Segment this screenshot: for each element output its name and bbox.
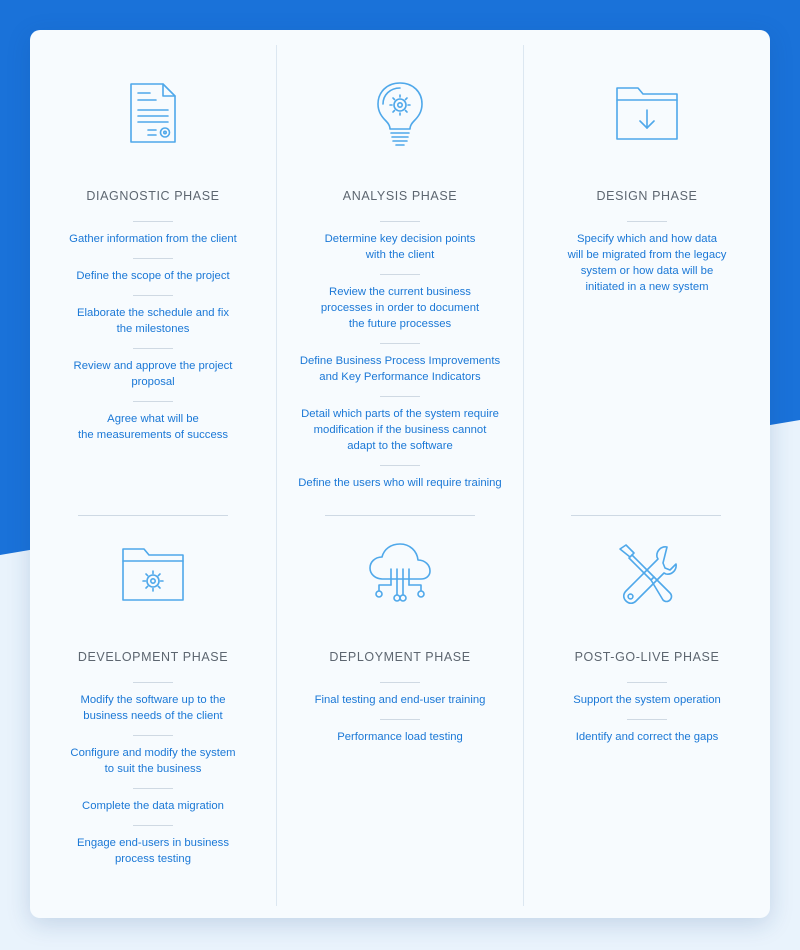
list-item: Detail which parts of the system require modification if the business cannot adapt to the software xyxy=(301,408,499,452)
lightbulb-gear-icon xyxy=(365,78,435,148)
phase-item-list xyxy=(277,222,523,491)
phase-analysis xyxy=(277,78,523,491)
list-item: Specify which and how data will be migrated from the legacy system or how data will be initiated in a new system xyxy=(567,233,727,293)
phase-item-list xyxy=(30,683,276,867)
list-item: Determine key decision points with the client xyxy=(324,233,476,261)
list-item: Elaborate the schedule and fix the milestones xyxy=(77,307,229,335)
phase-item-list xyxy=(277,683,523,745)
list-item: Support the system operation xyxy=(573,694,721,706)
list-item: Modify the software up to the business needs of the client xyxy=(80,694,226,722)
phase-title: POST-GO-LIVE PHASE xyxy=(574,650,720,664)
list-item: Define the users who will require training xyxy=(298,477,502,489)
list-item: Final testing and end-user training xyxy=(314,694,486,706)
list-item: Performance load testing xyxy=(337,731,463,743)
row-divider xyxy=(571,515,721,516)
phase-diagnostic xyxy=(30,78,276,443)
list-item: Identify and correct the gaps xyxy=(575,731,719,743)
list-item: Complete the data migration xyxy=(82,800,224,812)
phases-card xyxy=(30,30,770,918)
phase-item-list xyxy=(524,683,770,745)
list-item: Review the current business processes in order to document the future processes xyxy=(320,286,480,330)
phase-title: ANALYSIS PHASE xyxy=(342,189,458,203)
phase-item-list xyxy=(524,222,770,295)
phase-post-go-live xyxy=(524,539,770,745)
list-item: Agree what will be the measurements of success xyxy=(77,413,229,441)
row-divider xyxy=(78,515,228,516)
phase-title: DEPLOYMENT PHASE xyxy=(329,650,471,664)
phase-title: DESIGN PHASE xyxy=(596,189,698,203)
phase-item-list xyxy=(30,222,276,443)
list-item: Define the scope of the project xyxy=(76,270,230,282)
phase-development xyxy=(30,539,276,867)
folder-gear-icon xyxy=(118,539,188,609)
list-item: Configure and modify the system to suit the business xyxy=(70,747,236,775)
phase-title: DIAGNOSTIC PHASE xyxy=(86,189,220,203)
list-item: Review and approve the project proposal xyxy=(73,360,233,388)
phase-title: DEVELOPMENT PHASE xyxy=(77,650,229,664)
cloud-network-icon xyxy=(365,539,435,609)
phase-design xyxy=(524,78,770,295)
list-item: Gather information from the client xyxy=(69,233,237,245)
row-divider xyxy=(325,515,475,516)
list-item: Define Business Process Improvements and Key Performance Indicators xyxy=(299,355,501,383)
folder-download-icon xyxy=(612,78,682,148)
tools-icon xyxy=(612,539,682,609)
phase-deployment xyxy=(277,539,523,745)
document-icon xyxy=(118,78,188,148)
list-item: Engage end-users in business process testing xyxy=(77,837,229,865)
